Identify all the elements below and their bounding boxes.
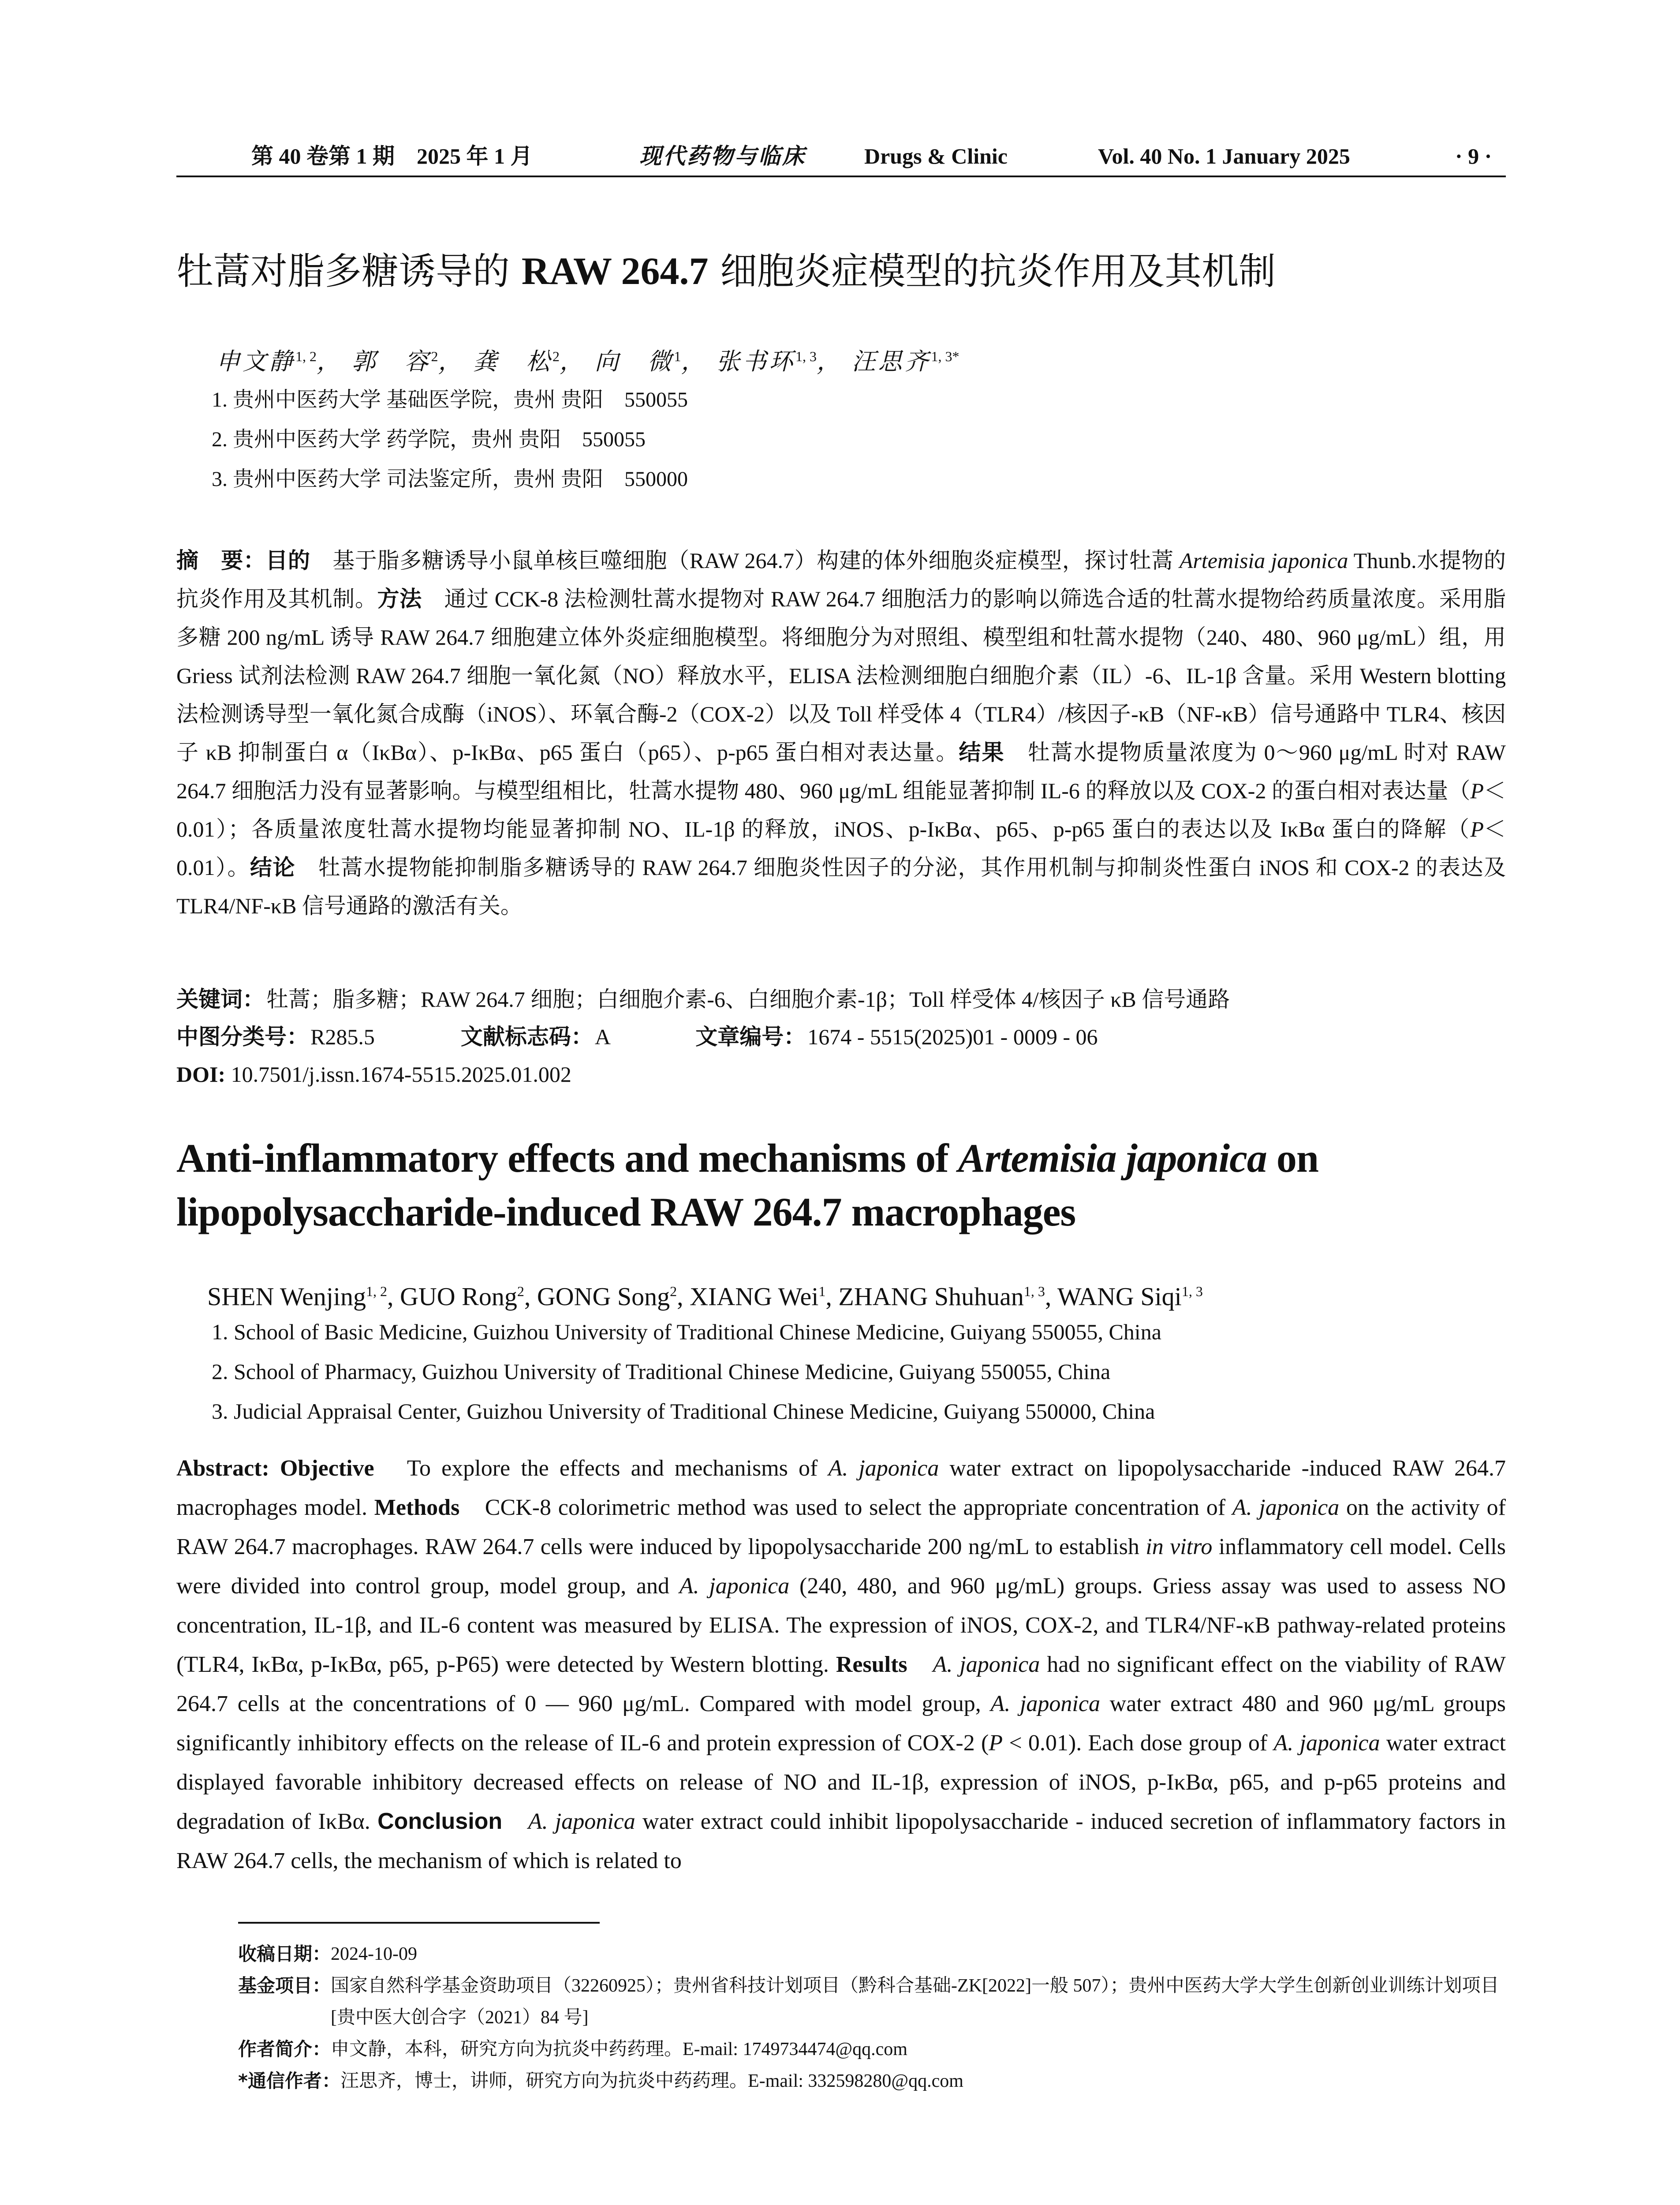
article-title-en xyxy=(176,1131,1506,1239)
affiliation-en: 1. School of Basic Medicine, Guizhou University of Traditional Chinese Medicine, Guiyang 550055, China xyxy=(212,1319,1161,1344)
conclusion-text-en: water extract could inhibit lipopolysaccharide - induced secretion of inflammatory factors in RAW 264.7 cells, the mechanism of which is related to xyxy=(176,1809,1506,1873)
footnote-corresponding xyxy=(238,2065,1508,2097)
fund-label: 基金项目： xyxy=(238,1975,331,1996)
affiliation-cn: 2. 贵州中医药大学 药学院，贵州 贵阳 550055 xyxy=(212,428,646,451)
results-text-en: < 0.01). Each dose group of xyxy=(1003,1730,1274,1756)
author-affiliation-mark: 1, 2 xyxy=(366,1283,387,1299)
issue-info-cn: 第 40 卷第 1 期 2025 年 1 月 xyxy=(251,144,533,168)
methods-text-cn: 通过 CCK-8 法检测牡蒿水提物对 RAW 264.7 细胞活力的影响以筛选合适的牡蒿水提物给药质量浓度。采用脂多糖 200 ng/mL 诱导 RAW 264.7 细胞建立体外炎症细胞模型。将细胞分为对照组、模型组和牡蒿水提物（240、480、960 μg/mL）组，用 Griess 试剂法检测 RAW 264.7 细胞一氧化氮（NO）释放水平，ELISA 法检测细胞白细胞介素（IL）-6、IL-1β 含量。采用 Western blotting 法检测诱导型一氧化氮合成酶（iNOS）、环氧合酶-2（COX-2）以及 Toll 样受体 4（TLR4）/核因子-κB（NF-κB）信号通路中 TLR4、核因子 κB 抑制蛋白 α（IκBα）、p-IκBα、p65 蛋白（p65）、p-p65 蛋白相对表达量。 xyxy=(176,587,1506,765)
author-affiliation-mark: 2 xyxy=(553,348,560,364)
results-text-cn: ＜0.01）。 xyxy=(176,817,1506,880)
affiliation-cn: 1. 贵州中医药大学 基础医学院，贵州 贵阳 550055 xyxy=(212,388,688,411)
affiliations-cn xyxy=(212,380,1490,499)
author-en: SHEN Wenjing xyxy=(207,1282,366,1311)
in-vitro-term: in vitro xyxy=(1146,1534,1213,1559)
author-cn: 申文静 xyxy=(216,348,295,375)
results-text-en xyxy=(907,1652,933,1677)
author-affiliation-mark: 2 xyxy=(517,1283,524,1299)
corresponding-author-label: *通信作者： xyxy=(238,2070,340,2092)
methods-text-en: CCK-8 colorimetric method was used to select the appropriate concentration of xyxy=(459,1495,1232,1520)
species-name: A. japonica xyxy=(990,1691,1100,1716)
results-label-cn: 结果 xyxy=(959,740,1005,765)
methods-text-en: inflammatory cell model. Cells were divided into control group, model group, and xyxy=(176,1534,1506,1599)
methods-label-cn: 方法 xyxy=(377,586,422,612)
p-value-symbol: P xyxy=(1470,817,1484,841)
author-affiliation-mark: 1, 2 xyxy=(295,348,317,364)
title-en-species: Artemisia japonica xyxy=(958,1136,1267,1181)
corresponding-author-value: 汪思齐，博士，讲师，研究方向为抗炎中药药理。E-mail: 332598280@qq.com xyxy=(340,2071,963,2091)
author-list-cn: 申文静$^{1, 2}$， 郭 容$^2$， 龚 松$^2$， 向 微$^1$， 张书环$^{1, 3}$， 汪思齐$^{1, 3*}$ xyxy=(216,348,959,375)
abstract-label-en: Abstract: xyxy=(176,1456,269,1481)
author-affiliation-mark: 1, 3 xyxy=(795,348,817,364)
methods-label-en: Methods xyxy=(374,1495,460,1520)
article-number-label: 文章编号： xyxy=(695,1024,806,1050)
author-affiliation-mark: 1, 3 xyxy=(1181,1283,1203,1299)
abstract-cn xyxy=(176,542,1506,925)
species-name: Artemisia japonica xyxy=(1179,548,1348,573)
author-affiliation-mark: 2 xyxy=(431,348,438,364)
methods-text-en: on the activity of RAW 264.7 macrophages. RAW 264.7 cells were induced by lipopolysaccharide 200 ng/mL to establish xyxy=(176,1495,1506,1559)
author-en: GUO Rong xyxy=(399,1282,517,1311)
author-cn: 龚 松 xyxy=(473,348,553,375)
clc-value: R285.5 xyxy=(310,1024,375,1049)
affiliation-en: 3. Judicial Appraisal Center, Guizhou University of Traditional Chinese Medicine, Guiyang 550000, China xyxy=(212,1399,1155,1424)
keywords-line xyxy=(176,983,1506,1016)
objective-text-cn: Thunb.水提物的抗炎作用及其机制。 xyxy=(176,548,1506,611)
footnote-fund xyxy=(238,1970,1508,2033)
volume-info-en: Vol. 40 No. 1 January 2025 xyxy=(1098,144,1350,168)
species-name: A. japonica xyxy=(933,1652,1040,1677)
p-value-symbol: P xyxy=(989,1730,1003,1756)
author-cn: 向 微 xyxy=(594,348,674,375)
author-cn: 郭 容 xyxy=(351,348,431,375)
classification-line xyxy=(176,1020,1506,1054)
objective-label-en: Objective xyxy=(269,1456,374,1481)
results-text-en: water extract 480 and 960 μg/mL groups significantly inhibitory effects on the release of IL-6 and protein expression of COX-2 ( xyxy=(176,1691,1506,1756)
species-name: A. japonica xyxy=(1273,1730,1380,1756)
keywords-text: 牡蒿；脂多糖；RAW 264.7 细胞；白细胞介素-6、白细胞介素-1β；Toll 样受体 4/核因子 κB 信号通路 xyxy=(266,987,1230,1012)
clc-label: 中图分类号： xyxy=(176,1024,309,1050)
received-date-value: 2024-10-09 xyxy=(331,1944,417,1964)
affiliations-en xyxy=(212,1312,1490,1431)
article-number-value: 1674 - 5515(2025)01 - 0009 - 06 xyxy=(807,1024,1098,1049)
footnotes xyxy=(238,1938,1508,2097)
received-date-label: 收稿日期： xyxy=(238,1943,331,1965)
author-affiliation-mark: 2 xyxy=(670,1283,677,1299)
author-list-en: SHEN Wenjing$^{1, 2}$, GUO Rong$^2$, GONG Song$^2$, XIANG Wei$^1$, ZHANG Shuhuan$^{1, 3}$, WANG Siqi$^{1, 3}$ xyxy=(207,1282,1203,1311)
results-text-en: water extract displayed favorable inhibitory decreased effects on release of NO and IL-1β, expression of iNOS, p-IκBα, p65, and p-p65 proteins and degradation of IκBα. xyxy=(176,1730,1506,1834)
author-en: WANG Siqi xyxy=(1057,1282,1182,1311)
doc-code-label: 文献标志码： xyxy=(460,1024,593,1050)
author-en: GONG Song xyxy=(537,1282,670,1311)
author-cn: 汪思齐 xyxy=(851,348,931,375)
page-number: · 9 · xyxy=(1455,144,1492,168)
objective-text-en: water extract on lipopolysaccharide -induced RAW 264.7 macrophages model. xyxy=(176,1456,1506,1520)
conclusion-label-en: Conclusion xyxy=(377,1809,503,1834)
results-text-cn: 牡蒿水提物质量浓度为 0～960 μg/mL 时对 RAW 264.7 细胞活力没有显著影响。与模型组相比，牡蒿水提物 480、960 μg/mL 组能显著抑制 IL-6 的释放以及 COX-2 的蛋白相对表达量（ xyxy=(176,740,1506,803)
title-cn-part-1: 牡蒿对脂多糖诱导的 xyxy=(176,250,522,293)
conclusion-text-cn: 牡蒿水提物能抑制脂多糖诱导的 RAW 264.7 细胞炎性因子的分泌，其作用机制与抑制炎性蛋白 iNOS 和 COX-2 的表达及 TLR4/NF-κB 信号通路的激活有关。 xyxy=(176,855,1506,918)
species-name: A. japonica xyxy=(828,1456,939,1481)
header-divider xyxy=(176,176,1506,177)
title-cn-part-3: 细胞炎症模型的抗炎作用及其机制 xyxy=(708,250,1276,293)
author-affiliation-mark: 1, 3* xyxy=(931,348,959,364)
abstract-en xyxy=(176,1449,1506,1880)
running-header xyxy=(176,140,1506,172)
footnote-divider xyxy=(238,1922,600,1924)
fund-value: 国家自然科学基金资助项目（32260925）；贵州省科技计划项目（黔科合基础-ZK[2022]一般 507）；贵州中医药大学大学生创新创业训练计划项目[贵中医大创合字（2021）84 号] xyxy=(331,1976,1499,2028)
doi-line xyxy=(176,1058,1506,1091)
objective-text-en: To explore the effects and mechanisms of xyxy=(374,1456,829,1481)
doi-label: DOI: xyxy=(176,1062,226,1087)
keywords-label: 关键词： xyxy=(176,987,265,1012)
author-affiliation-mark: 1 xyxy=(674,348,681,364)
doi-value: 10.7501/j.issn.1674-5515.2025.01.002 xyxy=(225,1062,571,1087)
author-bio-value: 申文静，本科，研究方向为抗炎中药药理。E-mail: 1749734474@qq.com xyxy=(331,2039,907,2059)
title-en-part-1: Anti-inflammatory effects and mechanisms of xyxy=(176,1136,958,1181)
author-bio-label: 作者简介： xyxy=(238,2038,331,2060)
objective-label-cn: 目的 xyxy=(265,548,310,573)
journal-name-cn: 现代药物与临床 xyxy=(639,144,806,168)
affiliation-en: 2. School of Pharmacy, Guizhou University of Traditional Chinese Medicine, Guiyang 550055, China xyxy=(212,1359,1111,1384)
footnote-received xyxy=(238,1938,1508,1970)
results-text-cn: ＜0.01）；各质量浓度牡蒿水提物均能显著抑制 NO、IL-1β 的释放，iNOS、p-IκBα、p65、p-p65 蛋白的表达以及 IκBα 蛋白的降解（ xyxy=(176,778,1506,841)
species-name: A. japonica xyxy=(1232,1495,1340,1520)
objective-text-cn: 基于脂多糖诱导小鼠单核巨噬细胞（RAW 264.7）构建的体外细胞炎症模型，探讨牡蒿 xyxy=(310,548,1180,573)
affiliation-cn: 3. 贵州中医药大学 司法鉴定所，贵州 贵阳 550000 xyxy=(212,467,688,491)
author-cn: 张书环 xyxy=(716,348,795,375)
methods-text-en: (240, 480, and 960 μg/mL) groups. Griess assay was used to assess NO concentration, IL-1β, and IL-6 content was measured by ELISA. The expression of iNOS, COX-2, and TLR4/NF-κB pathway-related proteins (TLR4, IκBα, p-IκBα, p65, p-P65) were detected by Western blotting. xyxy=(176,1573,1506,1677)
author-en: ZHANG Shuhuan xyxy=(838,1282,1024,1311)
species-name: A. japonica xyxy=(679,1573,790,1599)
species-name: A. japonica xyxy=(528,1809,635,1834)
title-en-part-2: on lipopolysaccharide-induced RAW 264.7 macrophages xyxy=(176,1136,1319,1234)
author-affiliation-mark: 1, 3 xyxy=(1023,1283,1045,1299)
title-cn-cell-line: RAW 264.7 xyxy=(521,250,709,293)
journal-name-en: Drugs & Clinic xyxy=(864,144,1008,168)
footnote-author xyxy=(238,2033,1508,2065)
conclusion-text-en xyxy=(502,1809,528,1834)
conclusion-label-cn: 结论 xyxy=(250,855,296,880)
author-affiliation-mark: 1 xyxy=(818,1283,826,1299)
author-en: XIANG Wei xyxy=(690,1282,819,1311)
article-title-cn xyxy=(176,245,1506,298)
abstract-label-cn: 摘 要： xyxy=(176,548,266,573)
results-text-en: had no significant effect on the viability of RAW 264.7 cells at the concentrations of 0 — 960 μg/mL. Compared with model group, xyxy=(176,1652,1506,1716)
p-value-symbol: P xyxy=(1470,778,1484,803)
results-label-en: Results xyxy=(836,1652,907,1677)
doc-code-value: A xyxy=(594,1024,610,1049)
